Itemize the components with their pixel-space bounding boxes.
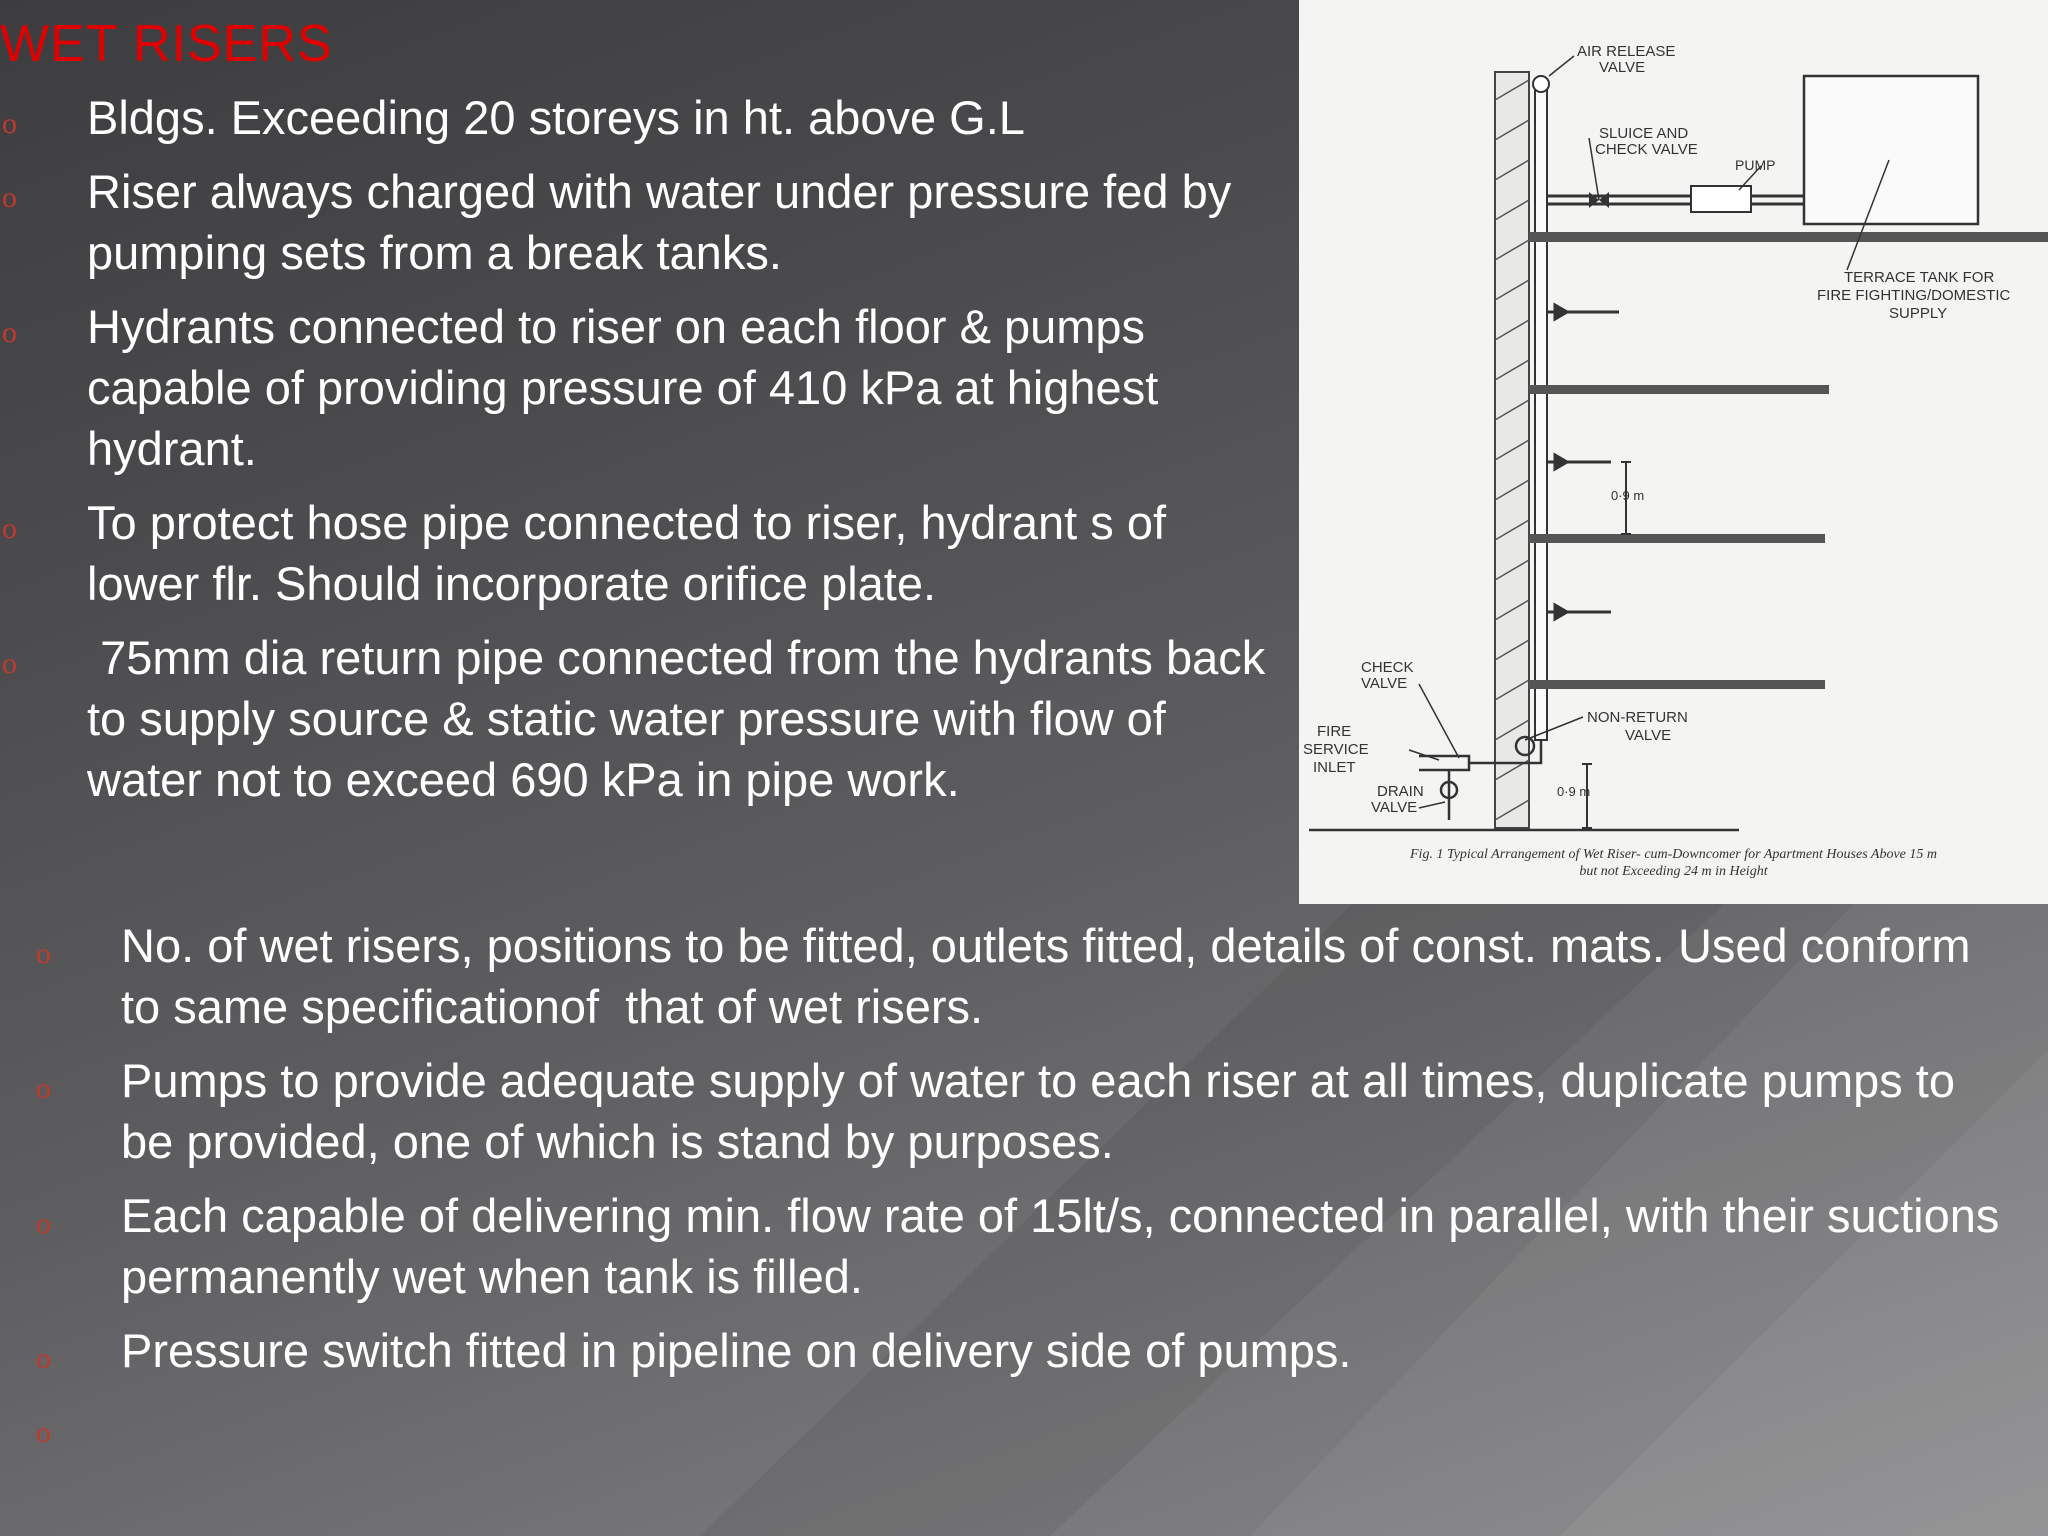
label-air-release-valve: AIR RELEASE <box>1577 43 1676 60</box>
figure-caption <box>1299 846 2048 880</box>
label-check-valve: CHECK <box>1361 659 1414 676</box>
figure-caption-line-2: but not Exceeding 24 m in Height <box>1579 864 1768 879</box>
label-terrace-tank-3: SUPPLY <box>1889 305 1948 322</box>
label-fire-service-inlet: FIRE <box>1317 723 1352 740</box>
wet-riser-diagram <box>1299 0 2048 904</box>
label-terrace-tank-2: FIRE FIGHTING/DOMESTIC <box>1817 287 2011 304</box>
label-non-return-valve-2: VALVE <box>1625 727 1672 744</box>
bullet-text: Riser always charged with water under pressure fed by pumping sets from a break tanks. <box>87 165 1232 279</box>
bullet-marker-icon: o <box>2 316 17 349</box>
bullet-marker-icon: o <box>2 647 17 680</box>
bullet-text: To protect hose pipe connected to riser, hydrant s of lower flr. Should incorporate orifice plate. <box>87 496 1167 610</box>
bullet-marker-icon: o <box>36 1342 51 1375</box>
bullet-item <box>0 87 1275 148</box>
bullet-text: 75mm dia return pipe connected from the hydrants back to supply source & static water pressure with flow of water not to exceed 690 kPa in pipe work. <box>87 631 1279 806</box>
bullet-text: Pumps to provide adequate supply of water to each riser at all times, duplicate pumps to be provided, one of which is stand by purposes. <box>121 1054 1955 1168</box>
slide-title: WET RISERS <box>0 15 333 73</box>
bullet-marker-icon: o <box>36 1072 51 1105</box>
bullet-text: Each capable of delivering min. flow rate of 15lt/s, connected in parallel, with their suctions permanently wet when tank is filled. <box>121 1189 2000 1303</box>
bullet-item-empty <box>0 1394 2000 1455</box>
figure-caption-line-1: Fig. 1 Typical Arrangement of Wet Riser- cum-Downcomer for Apartment Houses Above 15 m <box>1410 847 1937 862</box>
label-sluice-check-valve-2: CHECK VALVE <box>1595 141 1698 158</box>
bottom-bullet-list <box>0 915 2000 1468</box>
top-bullet-list <box>0 87 1279 823</box>
label-drain-valve-2: VALVE <box>1371 799 1418 816</box>
bullet-text: Pressure switch fitted in pipeline on delivery side of pumps. <box>121 1324 1352 1377</box>
bullet-item <box>0 915 2000 1037</box>
bullet-marker-icon: o <box>2 181 17 214</box>
bullet-marker-icon: o <box>36 937 51 970</box>
bullet-item <box>0 1185 2000 1307</box>
label-sluice-check-valve: SLUICE AND <box>1599 125 1689 142</box>
bullet-item <box>0 1050 2000 1172</box>
bullet-text: No. of wet risers, positions to be fitted, outlets fitted, details of const. mats. Used conform to same specificationof that of wet risers. <box>121 919 1984 1033</box>
label-dimension-lower: 0·9 m <box>1557 784 1591 799</box>
label-pump: PUMP <box>1735 157 1776 173</box>
bullet-marker-icon: o <box>36 1416 51 1449</box>
bullet-marker-icon: o <box>2 512 17 545</box>
label-fire-service-inlet-3: INLET <box>1313 759 1356 776</box>
bullet-item <box>0 492 1275 614</box>
label-terrace-tank: TERRACE TANK FOR <box>1844 269 1995 286</box>
label-dimension-upper: 0·9 m <box>1611 488 1645 503</box>
bullet-item <box>0 296 1275 479</box>
bullet-marker-icon: o <box>2 107 17 140</box>
label-non-return-valve: NON-RETURN <box>1587 709 1688 726</box>
bullet-marker-icon: o <box>36 1207 51 1240</box>
bullet-text: Bldgs. Exceeding 20 storeys in ht. above G.L <box>87 91 1025 144</box>
bullet-text: Hydrants connected to riser on each floor & pumps capable of providing pressure of 410 kPa at highest hydrant. <box>87 300 1159 475</box>
bullet-item <box>0 1320 2000 1381</box>
bullet-item <box>0 161 1275 283</box>
bullet-item <box>0 627 1279 810</box>
label-check-valve-2: VALVE <box>1361 675 1408 692</box>
label-air-release-valve-2: VALVE <box>1599 59 1646 76</box>
wet-riser-drawing <box>1299 0 2048 904</box>
label-fire-service-inlet-2: SERVICE <box>1303 741 1369 758</box>
label-drain-valve: DRAIN <box>1377 783 1424 800</box>
